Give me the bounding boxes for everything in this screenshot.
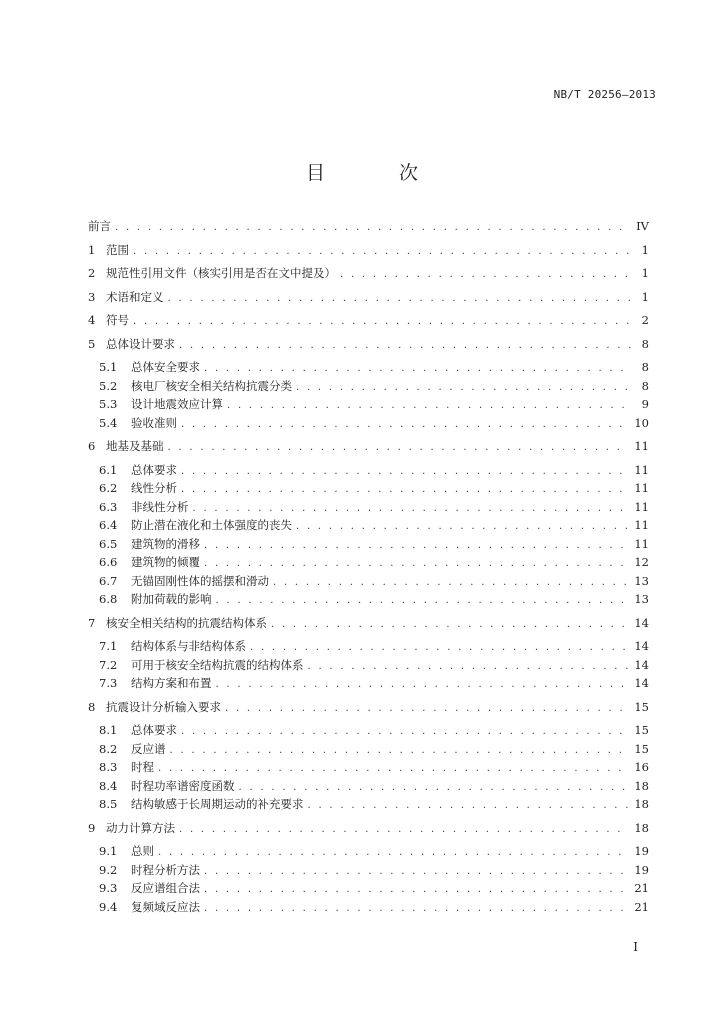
toc-entry-title	[99, 377, 296, 396]
toc-entry-page: 21	[634, 881, 649, 895]
toc-entry-title	[99, 535, 204, 554]
toc-entry-label: 总体设计要求	[106, 336, 175, 351]
toc-entry-title	[88, 241, 133, 260]
toc-entry-label: 附加荷载的影响	[131, 592, 212, 606]
toc-entry-page: IV	[636, 219, 649, 233]
toc-entry[interactable]	[88, 614, 649, 633]
toc-entry-title	[99, 590, 216, 609]
toc-entry[interactable]	[88, 395, 649, 414]
toc-entry-page: 14	[634, 676, 649, 690]
toc-entry-number: 7.1	[99, 639, 118, 653]
toc-entry-label: 结构体系与非结构体系	[131, 639, 246, 653]
toc-entry-number: 6.8	[99, 592, 118, 606]
toc-entry-title	[99, 758, 158, 777]
toc-leader-dots	[216, 592, 629, 611]
toc-entry-number: 9.4	[99, 899, 118, 914]
toc-leader-dots	[168, 290, 632, 309]
toc-entry-number: 8.2	[99, 741, 118, 756]
toc-entry-page: 1	[641, 242, 649, 257]
toc-entry-page: 2	[641, 313, 649, 327]
toc-leader-dots	[181, 723, 628, 742]
toc-entry-page: 21	[634, 899, 649, 914]
toc-entry-page: 11	[634, 462, 649, 477]
toc-entry-page: 19	[634, 844, 649, 858]
toc-entry[interactable]	[88, 553, 649, 572]
toc-entry-page: 8	[641, 336, 649, 351]
toc-entry-number: 8.3	[99, 760, 118, 774]
toc-entry-number: 6.6	[99, 555, 118, 569]
toc-entry-title	[99, 879, 204, 898]
toc-entry-label: 时程	[131, 760, 154, 774]
toc-entry-title	[88, 217, 115, 236]
footer-page-number: I	[633, 940, 638, 954]
toc-entry-label: 结构方案和布置	[131, 676, 212, 690]
toc-leader-dots	[296, 379, 631, 398]
toc-entry[interactable]	[88, 740, 649, 759]
toc-entry-label: 可用于核安全结构抗震的结构体系	[131, 657, 304, 672]
toc-entry-label: 总体安全要求	[131, 360, 200, 374]
toc-entry-page: 18	[634, 797, 649, 811]
toc-entry-page: 15	[634, 741, 649, 756]
toc-leader-dots	[216, 676, 629, 695]
toc-entry-label: 总则	[131, 844, 154, 858]
toc-entry-label: 建筑物的倾覆	[131, 555, 200, 569]
toc-entry[interactable]	[88, 498, 649, 517]
toc-entry-label: 范围	[106, 242, 129, 257]
toc-entry-title	[88, 311, 133, 330]
toc-entry-title	[99, 740, 170, 759]
toc-entry-title	[99, 553, 204, 572]
toc-entry-title	[88, 437, 168, 456]
toc-leader-dots	[273, 574, 628, 593]
toc-entry-number: 1	[88, 242, 96, 257]
toc-entry-number: 5	[88, 336, 96, 351]
toc-entry-number: 3	[88, 289, 96, 304]
toc-leader-dots	[158, 844, 628, 863]
toc-entry[interactable]	[88, 879, 649, 898]
toc-entry[interactable]	[88, 861, 649, 880]
toc-entry[interactable]	[88, 241, 649, 260]
toc-entry-title	[99, 414, 181, 433]
toc-leader-dots	[296, 518, 628, 537]
toc-entry-title	[99, 498, 193, 517]
toc-entry[interactable]	[88, 721, 649, 740]
toc-entry-title	[99, 721, 181, 740]
toc-entry-title	[88, 264, 340, 283]
toc-entry-title	[99, 395, 227, 414]
toc-leader-dots	[181, 481, 628, 500]
toc-entry-number: 6.2	[99, 481, 118, 495]
toc-entry-number: 8	[88, 699, 96, 714]
standard-code: NB/T 20256—2013	[553, 88, 656, 101]
page-title: 目 次	[305, 162, 453, 184]
toc-entry[interactable]	[88, 572, 649, 591]
toc-leader-dots	[133, 243, 631, 262]
toc-entry-number: 8.5	[99, 797, 118, 811]
toc-entry-page: 14	[634, 657, 649, 672]
toc-leader-dots	[179, 821, 628, 840]
toc-entry-page: 11	[634, 518, 649, 532]
toc-entry-label: 地基及基础	[106, 439, 164, 453]
toc-leader-dots	[181, 416, 628, 435]
toc-entry-title	[99, 479, 181, 498]
toc-entry-title	[99, 777, 239, 796]
toc-entry-number: 7.2	[99, 657, 118, 672]
toc-entry-page: 15	[634, 723, 649, 737]
toc-entry-label: 设计地震效应计算	[131, 397, 223, 411]
toc-entry-page: 12	[634, 555, 649, 569]
toc-leader-dots	[179, 337, 631, 356]
toc-entry-page: 15	[634, 699, 649, 714]
toc-entry[interactable]	[88, 535, 649, 554]
toc-entry-title	[99, 898, 204, 917]
toc-entry-label: 符号	[106, 313, 129, 327]
toc-entry-label: 术语和定义	[106, 289, 164, 304]
toc-leader-dots	[170, 742, 629, 761]
table-of-contents	[88, 217, 649, 916]
toc-entry-label: 验收准则	[131, 415, 177, 430]
toc-entry[interactable]	[88, 698, 649, 717]
toc-entry-number: 6.1	[99, 462, 118, 477]
toc-entry-label: 反应谱	[131, 741, 166, 756]
toc-entry-title	[88, 335, 179, 354]
toc-entry-page: 8	[641, 378, 649, 393]
toc-entry-page: 9	[641, 397, 649, 411]
toc-leader-dots	[340, 266, 631, 285]
toc-entry-label: 时程功率谱密度函数	[131, 778, 235, 793]
toc-entry[interactable]	[88, 777, 649, 796]
toc-entry-label: 前言	[88, 219, 111, 233]
toc-entry-label: 反应谱组合法	[131, 881, 200, 895]
toc-entry[interactable]	[88, 758, 649, 777]
toc-entry-label: 动力计算方法	[106, 820, 175, 835]
toc-entry[interactable]	[88, 288, 649, 307]
toc-entry-title	[99, 861, 204, 880]
toc-leader-dots	[308, 658, 629, 677]
toc-entry-number: 2	[88, 266, 96, 280]
toc-entry-label: 核电厂核安全相关结构抗震分类	[131, 378, 292, 393]
toc-entry[interactable]	[88, 217, 649, 236]
toc-leader-dots	[204, 863, 628, 882]
toc-leader-dots	[225, 700, 628, 719]
toc-entry[interactable]	[88, 590, 649, 609]
toc-leader-dots	[227, 397, 631, 416]
toc-entry-title	[88, 698, 225, 717]
toc-entry-label: 非线性分析	[131, 499, 189, 514]
toc-entry-page: 1	[641, 289, 649, 304]
toc-entry[interactable]	[88, 898, 649, 917]
toc-entry[interactable]	[88, 414, 649, 433]
toc-entry-page: 11	[634, 439, 649, 453]
toc-entry-page: 13	[634, 573, 649, 588]
toc-entry-title	[99, 795, 308, 814]
toc-entry-page: 11	[634, 499, 649, 514]
toc-entry-number: 4	[88, 313, 96, 327]
toc-entry-page: 18	[634, 778, 649, 793]
toc-entry[interactable]	[88, 461, 649, 480]
toc-entry[interactable]	[88, 516, 649, 535]
toc-entry-title	[99, 674, 216, 693]
toc-leader-dots	[204, 537, 628, 556]
toc-entry-number: 8.1	[99, 723, 118, 737]
toc-entry[interactable]	[88, 842, 649, 861]
toc-entry-label: 总体要求	[131, 462, 177, 477]
toc-entry-label: 时程分析方法	[131, 862, 200, 877]
toc-entry[interactable]	[88, 335, 649, 354]
toc-entry-number: 9.3	[99, 881, 118, 895]
toc-entry-page: 10	[634, 415, 649, 430]
toc-entry-label: 规范性引用文件（核实引用是否在文中提及）	[106, 266, 336, 280]
toc-entry-number: 5.2	[99, 378, 118, 393]
toc-leader-dots	[181, 463, 628, 482]
toc-entry-page: 19	[634, 862, 649, 877]
toc-entry-title	[99, 358, 204, 377]
toc-entry[interactable]	[88, 358, 649, 377]
toc-entry-title	[99, 572, 273, 591]
toc-entry-page: 11	[634, 536, 649, 551]
toc-entry-title	[99, 461, 181, 480]
toc-entry-label: 抗震设计分析输入要求	[106, 699, 221, 714]
toc-entry-title	[99, 516, 296, 535]
toc-entry[interactable]	[88, 479, 649, 498]
toc-entry-number: 5.1	[99, 360, 118, 374]
toc-entry-number: 8.4	[99, 778, 118, 793]
toc-leader-dots	[204, 881, 628, 900]
toc-entry-page: 13	[634, 592, 649, 606]
toc-entry[interactable]	[88, 377, 649, 396]
toc-entry-label: 防止潜在液化和土体强度的丧失	[131, 518, 292, 532]
toc-entry-number: 6	[88, 439, 96, 453]
toc-entry[interactable]	[88, 437, 649, 456]
toc-entry-page: 14	[634, 639, 649, 653]
toc-entry-label: 线性分析	[131, 481, 177, 495]
toc-entry-page: 11	[634, 481, 649, 495]
toc-entry-page: 16	[634, 760, 649, 774]
toc-entry-number: 6.5	[99, 536, 118, 551]
toc-leader-dots	[308, 797, 629, 816]
toc-entry-number: 5.4	[99, 415, 118, 430]
toc-entry[interactable]	[88, 656, 649, 675]
toc-entry-number: 5.3	[99, 397, 118, 411]
toc-entry-number: 9.1	[99, 844, 118, 858]
toc-entry-label: 结构敏感于长周期运动的补充要求	[131, 797, 304, 811]
toc-entry-title	[88, 819, 179, 838]
toc-entry-page: 18	[634, 820, 649, 835]
toc-entry-number: 6.7	[99, 573, 118, 588]
toc-entry-label: 核安全相关结构的抗震结构体系	[106, 615, 267, 630]
toc-entry[interactable]	[88, 819, 649, 838]
toc-entry-page: 14	[634, 615, 649, 630]
toc-entry-number: 9.2	[99, 862, 118, 877]
toc-entry-number: 9	[88, 820, 96, 835]
toc-entry-number: 6.4	[99, 518, 118, 532]
toc-entry-title	[88, 614, 271, 633]
toc-entry[interactable]	[88, 795, 649, 814]
toc-entry[interactable]	[88, 674, 649, 693]
toc-leader-dots	[271, 616, 628, 635]
toc-leader-dots	[115, 219, 630, 238]
toc-entry-title	[99, 842, 158, 861]
toc-entry-page: 8	[641, 360, 649, 374]
toc-entry[interactable]	[88, 311, 649, 330]
toc-entry-title	[99, 637, 250, 656]
toc-entry[interactable]	[88, 264, 649, 283]
toc-leader-dots	[168, 439, 629, 458]
toc-entry-number: 7	[88, 615, 96, 630]
toc-entry-label: 总体要求	[131, 723, 177, 737]
toc-entry-label: 建筑物的滑移	[131, 536, 200, 551]
toc-entry-page: 1	[641, 266, 649, 280]
toc-leader-dots	[133, 313, 631, 332]
toc-entry-label: 复频域反应法	[131, 899, 200, 914]
toc-leader-dots	[204, 900, 628, 919]
toc-entry-title	[99, 656, 308, 675]
toc-entry-label: 无锚固刚性体的摇摆和滑动	[131, 573, 269, 588]
toc-entry[interactable]	[88, 637, 649, 656]
toc-entry-number: 6.3	[99, 499, 118, 514]
toc-entry-number: 7.3	[99, 676, 118, 690]
toc-entry-title	[88, 288, 168, 307]
